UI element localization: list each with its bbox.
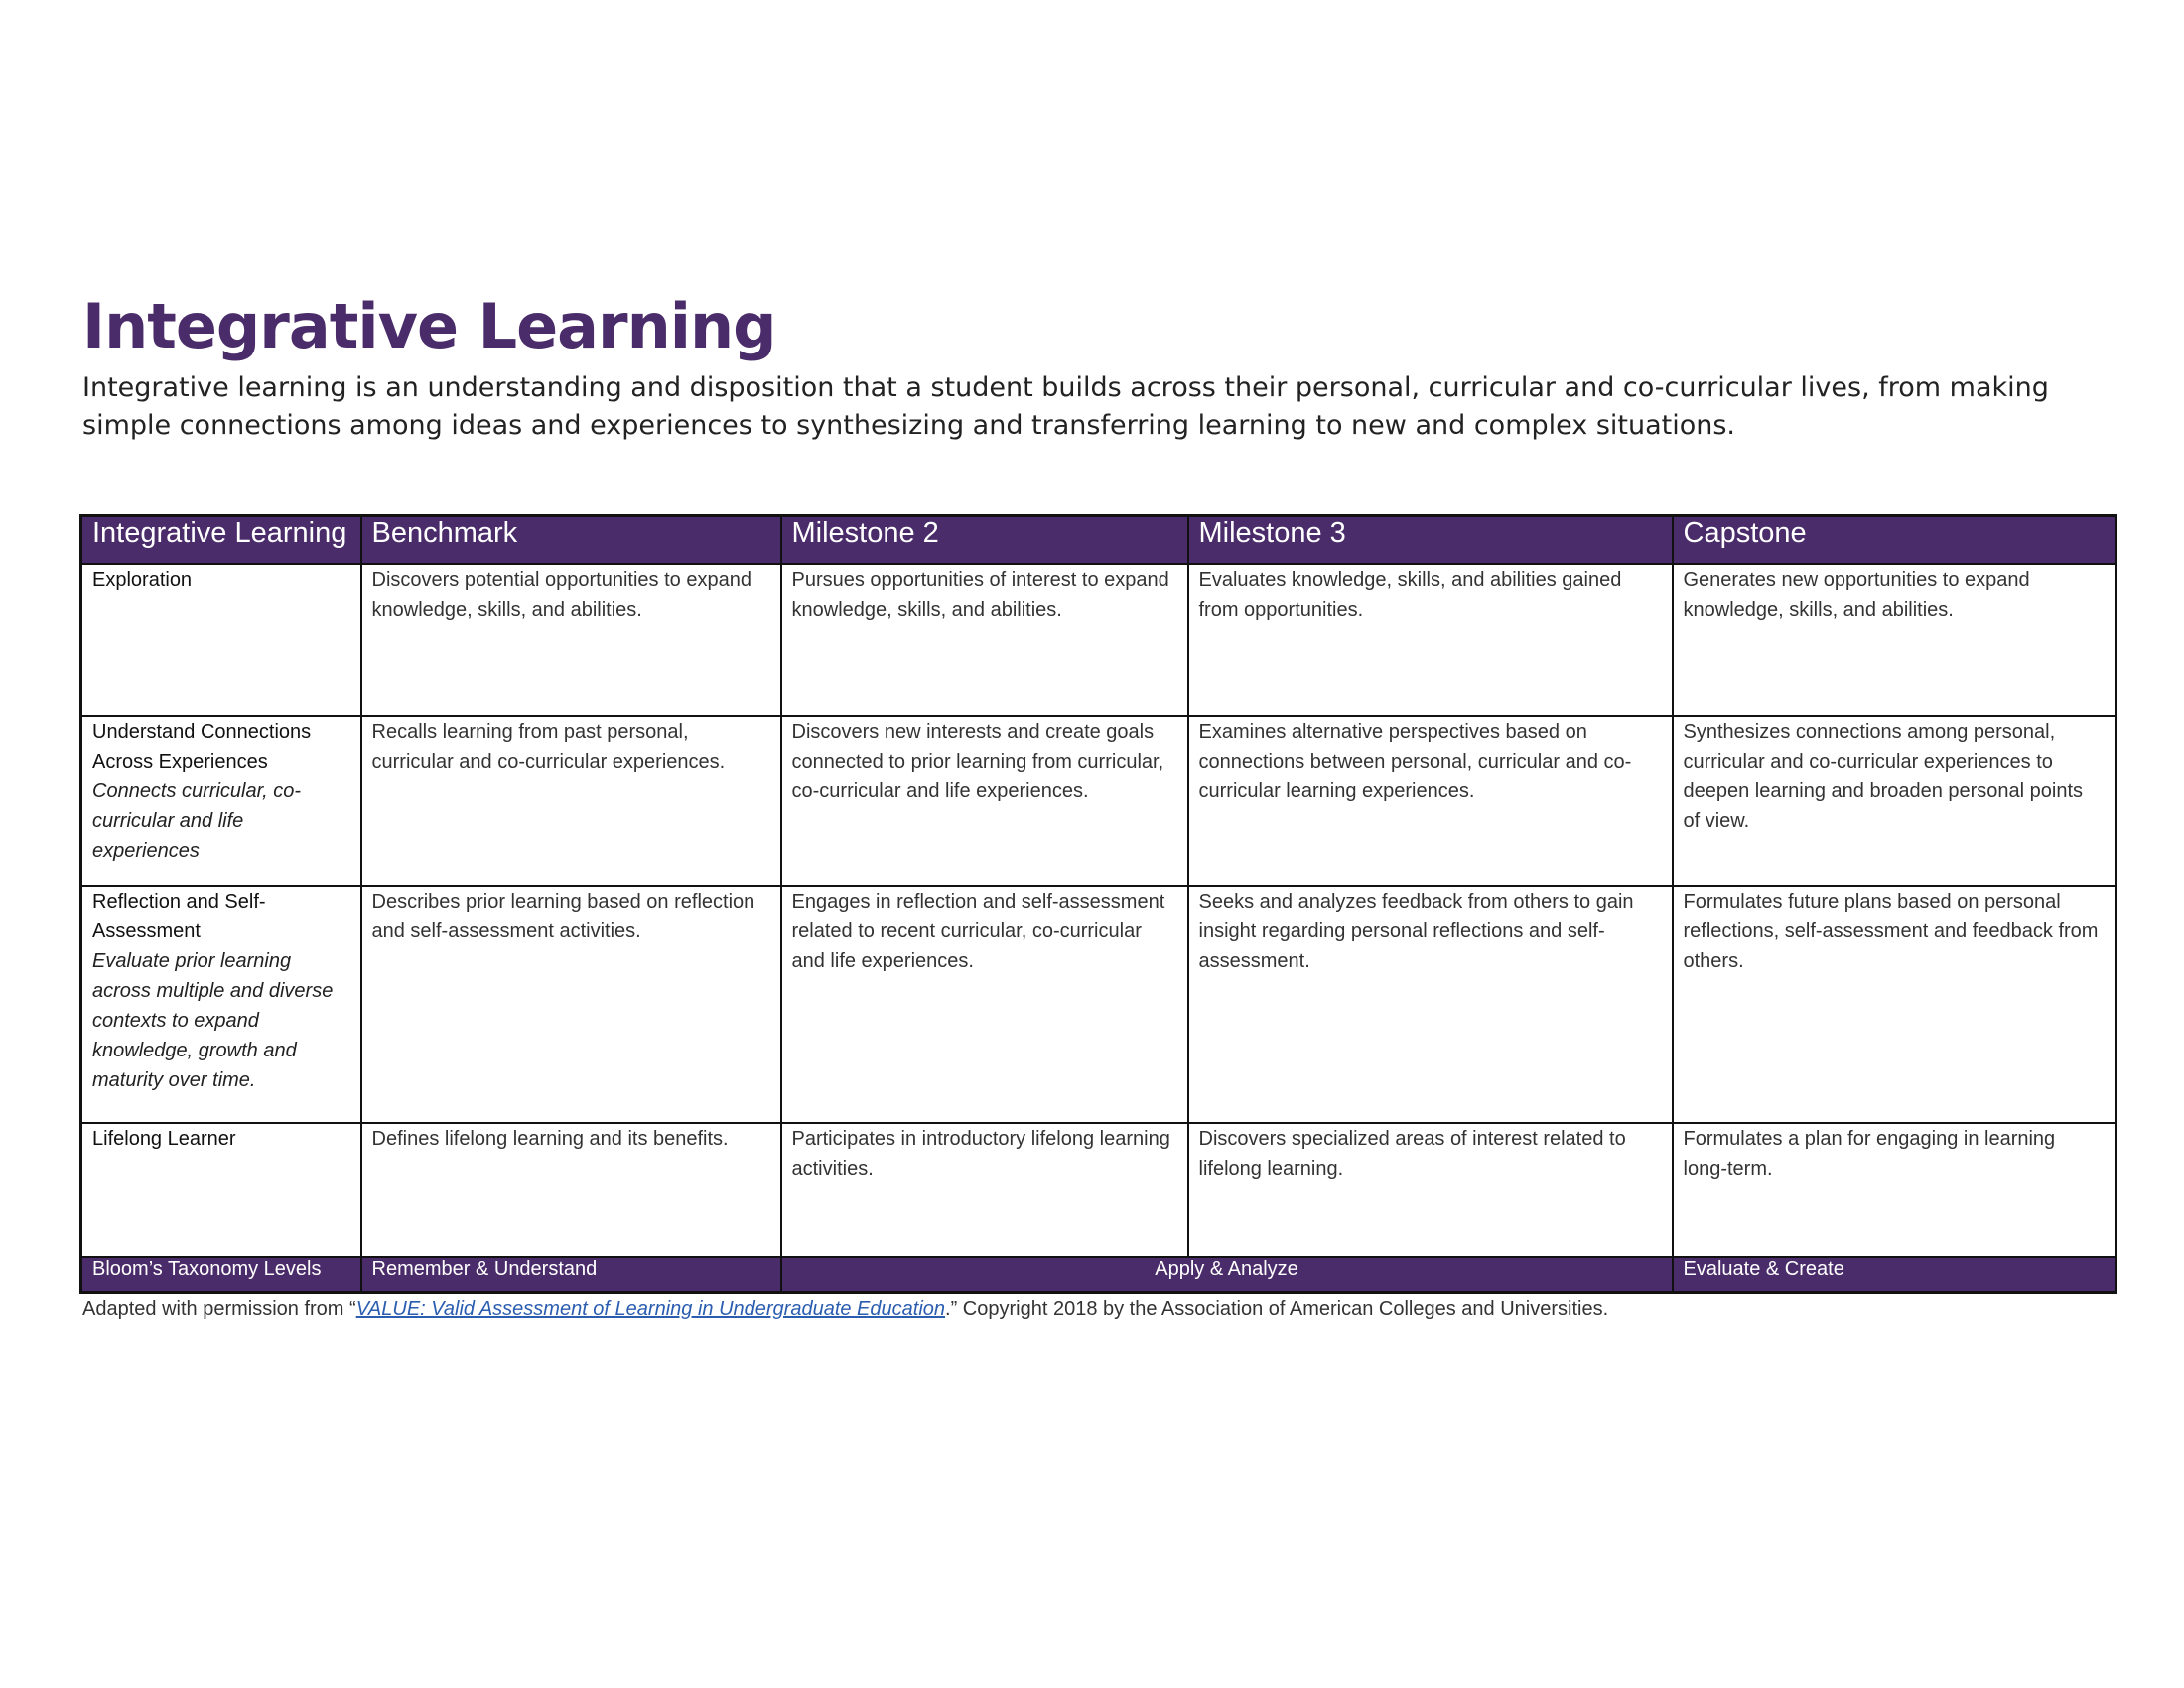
criterion-cell	[81, 886, 361, 1123]
benchmark-cell: Defines lifelong learning and its benefits.	[361, 1123, 781, 1257]
milestone-3-cell: Examines alternative perspectives based on connections between personal, curricular and co-curricular learning experiences.	[1188, 716, 1673, 886]
header-row	[81, 516, 2116, 564]
milestone-2-cell: Pursues opportunities of interest to expand knowledge, skills, and abilities.	[781, 564, 1188, 716]
milestone-2-cell: Engages in reflection and self-assessment related to recent curricular, co-curricular and life experiences.	[781, 886, 1188, 1123]
footnote-close-quote: .”	[945, 1298, 958, 1320]
source-link[interactable]: VALUE: Valid Assessment of Learning in Undergraduate Education	[355, 1298, 946, 1320]
table-row	[81, 886, 2116, 1123]
header-milestone-3: Milestone 3	[1188, 516, 1673, 564]
footnote-open-quote: “	[349, 1298, 356, 1320]
table-row	[81, 564, 2116, 716]
header-capstone: Capstone	[1673, 516, 2116, 564]
footnote-suffix: Copyright 2018 by the Association of American Colleges and Universities.	[957, 1298, 1609, 1320]
intro-paragraph: Integrative learning is an understanding and disposition that a student builds across their personal, curricular and co-curricular lives, from making simple connections among ideas and experiences to synthesizing and transferring learning to new and complex situations.	[82, 372, 2049, 441]
table-row	[81, 1123, 2116, 1257]
benchmark-cell: Describes prior learning based on reflection and self-assessment activities.	[361, 886, 781, 1123]
criterion-description: Evaluate prior learning across multiple and diverse contexts to expand knowledge, growth and maturity over time.	[92, 949, 334, 1091]
capstone-cell: Synthesizes connections among personal, curricular and co-curricular experiences to deepen learning and broaden personal points of view.	[1673, 716, 2116, 886]
table-row	[81, 716, 2116, 886]
rubric-table	[79, 514, 2117, 1294]
milestone-2-cell: Participates in introductory lifelong learning activities.	[781, 1123, 1188, 1257]
bloom-row	[81, 1257, 2116, 1293]
milestone-3-cell: Discovers specialized areas of interest related to lifelong learning.	[1188, 1123, 1673, 1257]
milestone-3-cell: Seeks and analyzes feedback from others to gain insight regarding personal reflections and self-assessment.	[1188, 886, 1673, 1123]
criterion-cell	[81, 1123, 361, 1257]
footnote	[82, 1298, 1608, 1321]
header-criterion: Integrative Learning	[81, 516, 361, 564]
capstone-cell: Formulates a plan for engaging in learning long-term.	[1673, 1123, 2116, 1257]
bloom-milestones: Apply & Analyze	[781, 1257, 1673, 1293]
header-benchmark: Benchmark	[361, 516, 781, 564]
bloom-capstone: Evaluate & Create	[1673, 1257, 2116, 1293]
criterion-name: Understand Connections Across Experiences	[92, 720, 312, 773]
criterion-name: Lifelong Learner	[92, 1127, 236, 1150]
criterion-cell	[81, 716, 361, 886]
footnote-prefix: Adapted with permission from	[82, 1298, 350, 1320]
bloom-benchmark: Remember & Understand	[361, 1257, 781, 1293]
criterion-name: Exploration	[92, 568, 193, 591]
benchmark-cell: Discovers potential opportunities to expand knowledge, skills, and abilities.	[361, 564, 781, 716]
capstone-cell: Generates new opportunities to expand knowledge, skills, and abilities.	[1673, 564, 2116, 716]
criterion-name: Reflection and Self-Assessment	[92, 890, 266, 942]
bloom-label: Bloom’s Taxonomy Levels	[81, 1257, 361, 1293]
criterion-cell	[81, 564, 361, 716]
capstone-cell: Formulates future plans based on personal reflections, self-assessment and feedback from others.	[1673, 886, 2116, 1123]
page-title: Integrative Learning	[82, 290, 776, 362]
benchmark-cell: Recalls learning from past personal, curricular and co-curricular experiences.	[361, 716, 781, 886]
header-milestone-2: Milestone 2	[781, 516, 1188, 564]
milestone-3-cell: Evaluates knowledge, skills, and abilities gained from opportunities.	[1188, 564, 1673, 716]
milestone-2-cell: Discovers new interests and create goals connected to prior learning from curricular, co-curricular and life experiences.	[781, 716, 1188, 886]
criterion-description: Connects curricular, co-curricular and life experiences	[92, 779, 302, 862]
